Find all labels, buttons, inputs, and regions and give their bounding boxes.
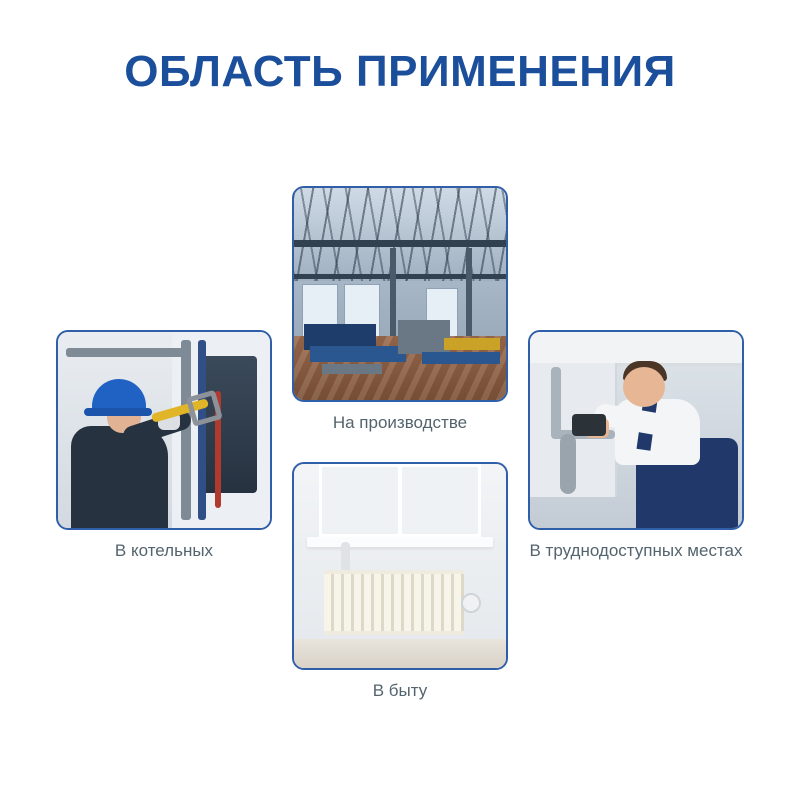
card-hard-to-reach <box>528 330 744 561</box>
machine-unit <box>398 320 450 354</box>
machine-unit <box>422 352 500 364</box>
under-sink-plumber-illustration <box>530 332 742 528</box>
factory-pillar <box>466 248 472 340</box>
card-caption-boiler: В котельных <box>114 541 214 560</box>
card-caption-production: На производстве <box>332 413 468 432</box>
pipe-trap <box>560 434 576 494</box>
machine-unit <box>322 364 382 374</box>
photo-home <box>292 462 508 670</box>
window <box>319 464 480 537</box>
photo-production <box>292 186 508 402</box>
roof-truss <box>294 240 506 247</box>
factory-illustration <box>294 188 506 400</box>
radiator-valve <box>461 593 481 613</box>
horizontal-pipe <box>66 348 189 357</box>
equipment-panel <box>202 356 257 493</box>
factory-roof <box>294 188 506 281</box>
card-caption-hard-to-reach: В труднодоступных местах <box>529 541 743 560</box>
photo-hard-to-reach <box>528 330 744 530</box>
card-production <box>292 186 508 433</box>
blue-helmet <box>92 379 146 413</box>
card-caption-home: В быту <box>372 681 428 700</box>
window-sill <box>307 537 494 547</box>
hand-tool <box>572 414 606 436</box>
floor <box>294 639 506 668</box>
page-title: ОБЛАСТЬ ПРИМЕНЕНИЯ <box>124 47 676 96</box>
factory-pillar <box>390 248 396 340</box>
boiler-worker-illustration <box>58 332 270 528</box>
machine-unit <box>310 346 406 362</box>
photo-boiler <box>56 330 272 530</box>
card-home <box>292 462 508 701</box>
machine-unit <box>444 338 500 350</box>
worker-body <box>71 426 169 528</box>
home-radiator-illustration <box>294 464 506 668</box>
drain-pipe <box>551 367 561 438</box>
radiator <box>324 570 464 635</box>
card-boiler <box>56 330 272 561</box>
vertical-pipe-blue <box>198 340 206 520</box>
roof-truss <box>294 274 506 279</box>
